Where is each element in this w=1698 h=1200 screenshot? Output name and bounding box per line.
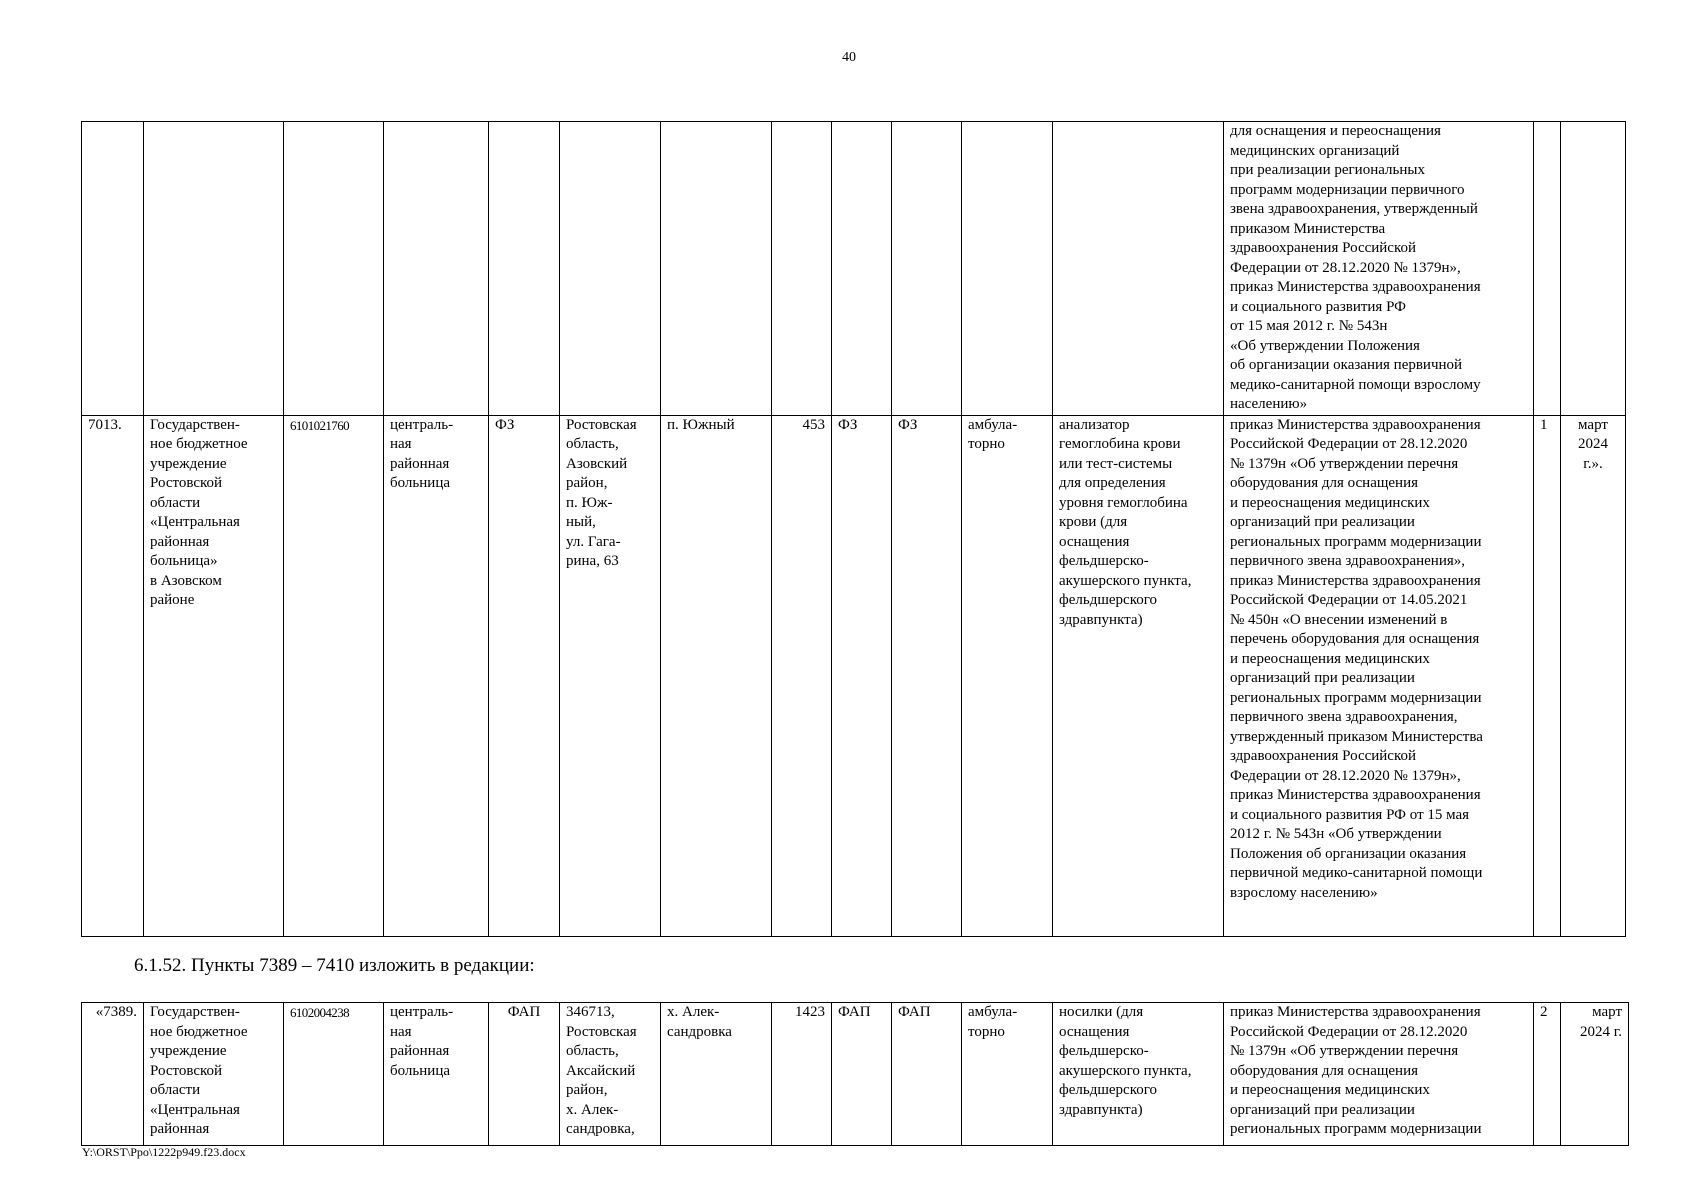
cell-locality: х. Алек- сандровка: [661, 1003, 772, 1146]
cell-unit: [489, 122, 560, 416]
cell-population: [772, 122, 832, 416]
cell-c9: [832, 122, 892, 416]
cell-num: [82, 122, 144, 416]
table-row: [82, 122, 1626, 416]
cell-num: 7013.: [82, 415, 144, 936]
table-top: [81, 121, 1626, 937]
cell-c9: ФАП: [832, 1003, 892, 1146]
cell-locality: [661, 122, 772, 416]
cell-basis: приказ Министерства здравоохранения Российской Федерации от 28.12.2020 № 1379н «Об утверждении перечня оборудования для оснащения и переоснащения медицинских организаций при реализации региональных программ модернизации: [1224, 1003, 1534, 1146]
cell-equipment: [1053, 122, 1224, 416]
cell-c9: ФЗ: [832, 415, 892, 936]
cell-c10: ФАП: [892, 1003, 962, 1146]
cell-care: [962, 122, 1053, 416]
cell-inn: [284, 122, 384, 416]
cell-qty: 1: [1534, 415, 1561, 936]
cell-population: 1423: [772, 1003, 832, 1146]
cell-address: 346713, Ростовская область, Аксайский район, х. Алек- сандровка,: [560, 1003, 661, 1146]
cell-address: [560, 122, 661, 416]
cell-c10: [892, 122, 962, 416]
cell-equipment: анализатор гемоглобина крови или тест-системы для определения уровня гемоглобина крови (для оснащения фельдшерско- акушерского пункта, фельдшерского здравпункта): [1053, 415, 1224, 936]
section-heading: 6.1.52. Пункты 7389 – 7410 изложить в редакции:: [134, 955, 535, 976]
cell-basis: приказ Министерства здравоохранения Российской Федерации от 28.12.2020 № 1379н «Об утверждении перечня оборудования для оснащения и переоснащения медицинских организаций при реализации региональных программ модернизации первичного звена здравоохранения», приказ Министерства здравоохранения Российской Федерации от 14.05.2021 № 450н «О внесении изменений в перечень оборудования для оснащения и переоснащения медицинских организаций при реализации региональных программ модернизации первичного звена здравоохранения, утвержденный приказом Министерства здравоохранения Российской Федерации от 28.12.2020 № 1379н», приказ Министерства здравоохранения и социального развития РФ от 15 мая 2012 г. № 543н «Об утверждении Положения об организации оказания первичной медико-санитарной помощи взрослому населению»: [1224, 415, 1534, 936]
cell-equipment: носилки (для оснащения фельдшерско- акушерского пункта, фельдшерского здравпункта): [1053, 1003, 1224, 1146]
cell-c10: ФЗ: [892, 415, 962, 936]
table-row: [82, 415, 1626, 936]
table-row: [82, 1003, 1629, 1146]
table-bottom: [81, 1002, 1629, 1146]
cell-care: амбула- торно: [962, 1003, 1053, 1146]
cell-date: март 2024 г.».: [1561, 415, 1626, 936]
cell-qty: 2: [1534, 1003, 1561, 1146]
cell-unit: ФЗ: [489, 415, 560, 936]
cell-inn: 6101021760: [284, 415, 384, 936]
cell-org: Государствен- ное бюджетное учреждение Ростовской области «Центральная районная: [144, 1003, 284, 1146]
cell-type: централь- ная районная больница: [384, 415, 489, 936]
cell-org: [144, 122, 284, 416]
cell-num: «7389.: [82, 1003, 144, 1146]
cell-type: централь- ная районная больница: [384, 1003, 489, 1146]
cell-inn: 6102004238: [284, 1003, 384, 1146]
cell-population: 453: [772, 415, 832, 936]
cell-qty: [1534, 122, 1561, 416]
cell-care: амбула- торно: [962, 415, 1053, 936]
cell-date: март 2024 г.: [1561, 1003, 1629, 1146]
cell-date: [1561, 122, 1626, 416]
file-path-footer: Y:\ORST\Ppo\1222p949.f23.docx: [82, 1145, 246, 1159]
cell-locality: п. Южный: [661, 415, 772, 936]
cell-type: [384, 122, 489, 416]
cell-address: Ростовская область, Азовский район, п. Юж- ный, ул. Гага- рина, 63: [560, 415, 661, 936]
cell-basis: для оснащения и переоснащения медицинских организаций при реализации региональных программ модернизации первичного звена здравоохранения, утвержденный приказом Министерства здравоохранения Российской Федерации от 28.12.2020 № 1379н», приказ Министерства здравоохранения и социального развития РФ от 15 мая 2012 г. № 543н «Об утверждении Положения об организации оказания первичной медико-санитарной помощи взрослому населению»: [1224, 122, 1534, 416]
page-number: 40: [842, 50, 856, 65]
cell-org: Государствен- ное бюджетное учреждение Ростовской области «Центральная районная больница» в Азовском районе: [144, 415, 284, 936]
cell-unit: ФАП: [489, 1003, 560, 1146]
